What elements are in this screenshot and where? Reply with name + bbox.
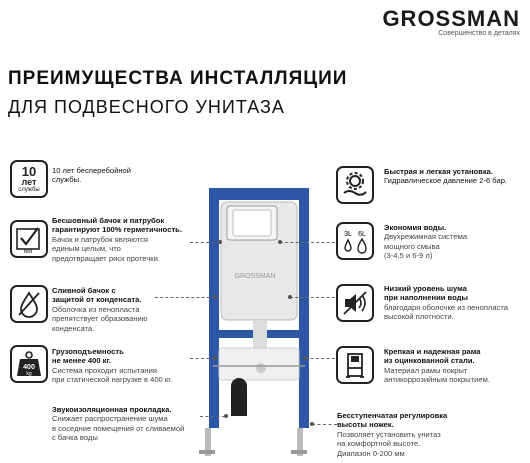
water-drop-icon	[10, 285, 48, 323]
gear-hand-icon	[336, 166, 374, 204]
leader-dot	[278, 240, 282, 244]
brand-name: GROSSMAN	[382, 6, 520, 31]
leader-dot	[303, 356, 307, 360]
leader-dot	[310, 422, 314, 426]
weight-icon	[10, 345, 48, 383]
feature-condensation: Сливной бачок с защитой от конденсата. Оболочка из пенопласта препятствует образованию конденсата.	[52, 286, 148, 333]
tank-brand: GROSSMAN	[234, 273, 276, 280]
feature-warranty: 10 лет бесперебойной службы.	[52, 166, 131, 185]
brand-logo	[380, 6, 520, 37]
leader-dot	[224, 414, 228, 418]
feature-low-noise: Низкий уровень шума при наполнении воды благодаря оболочке из пенопласта высокой плотности.	[384, 284, 508, 322]
test-label: test	[23, 249, 33, 254]
leader-line	[190, 358, 215, 359]
leader-line	[305, 358, 335, 359]
feature-installation: Быстрая и легкая установка. Гидравлическое давление 2-6 бар.	[384, 167, 508, 186]
heading-line1: ПРЕИМУЩЕСТВА ИНСТАЛЛЯЦИИ	[8, 68, 348, 89]
flush-small-label: 3L	[344, 231, 352, 238]
leader-line	[190, 242, 220, 243]
years-icon-number: 10	[21, 164, 37, 179]
heading-line2: ДЛЯ ПОДВЕСНОГО УНИТАЗА	[8, 97, 285, 117]
checklist-icon	[10, 220, 48, 258]
feature-sound-pad: Звукоизоляционная прокладка. Снижает распространение шума в соседние помещения от сливаемой с бачка воды	[52, 405, 185, 443]
dual-flush-icon	[336, 222, 374, 260]
brand-tagline: Совершенство в деталях	[438, 30, 520, 37]
feature-frame: Крепкая и надежная рама из оцинкованной стали. Материал рамы покрыт антикоррозийным покрытием.	[384, 347, 490, 385]
flush-large-label: 6L	[358, 231, 366, 238]
years-icon-unit: лет	[21, 177, 37, 187]
mute-speaker-icon	[336, 284, 374, 322]
leader-line	[200, 416, 225, 417]
feature-water-saving: Экономия воды. Двухрежимная система мощного смыва (3-4,5 и 6-9 л)	[384, 223, 468, 261]
leader-dot	[288, 295, 292, 299]
leader-line	[280, 242, 340, 243]
installation-frame	[195, 180, 335, 460]
leader-line	[312, 424, 337, 425]
years-icon	[10, 160, 48, 198]
feature-seamless: Бесшовный бачок и патрубок гарантируют 100% герметичность. Бачок и патрубок являются единым целым, что предотвращает риск протечки.	[52, 216, 182, 263]
frame-icon	[336, 346, 374, 384]
weight-value: 400	[23, 364, 35, 371]
feature-load: Грузоподъемность не менее 400 кг. Система проходит испытания при статической нагрузке в 400 кг.	[52, 347, 173, 385]
years-icon-caption: службы	[18, 187, 40, 193]
leader-line	[290, 297, 340, 298]
weight-unit: kg	[26, 371, 32, 377]
leader-dot	[213, 295, 217, 299]
leader-dot	[213, 356, 217, 360]
leader-dot	[218, 240, 222, 244]
feature-height-adjust: Бесступенчатая регулировка высоты ножек. Позволяет установить унитаз на комфортной высоте. Диапазон 0-200 мм	[337, 411, 448, 458]
leader-line	[155, 297, 215, 298]
